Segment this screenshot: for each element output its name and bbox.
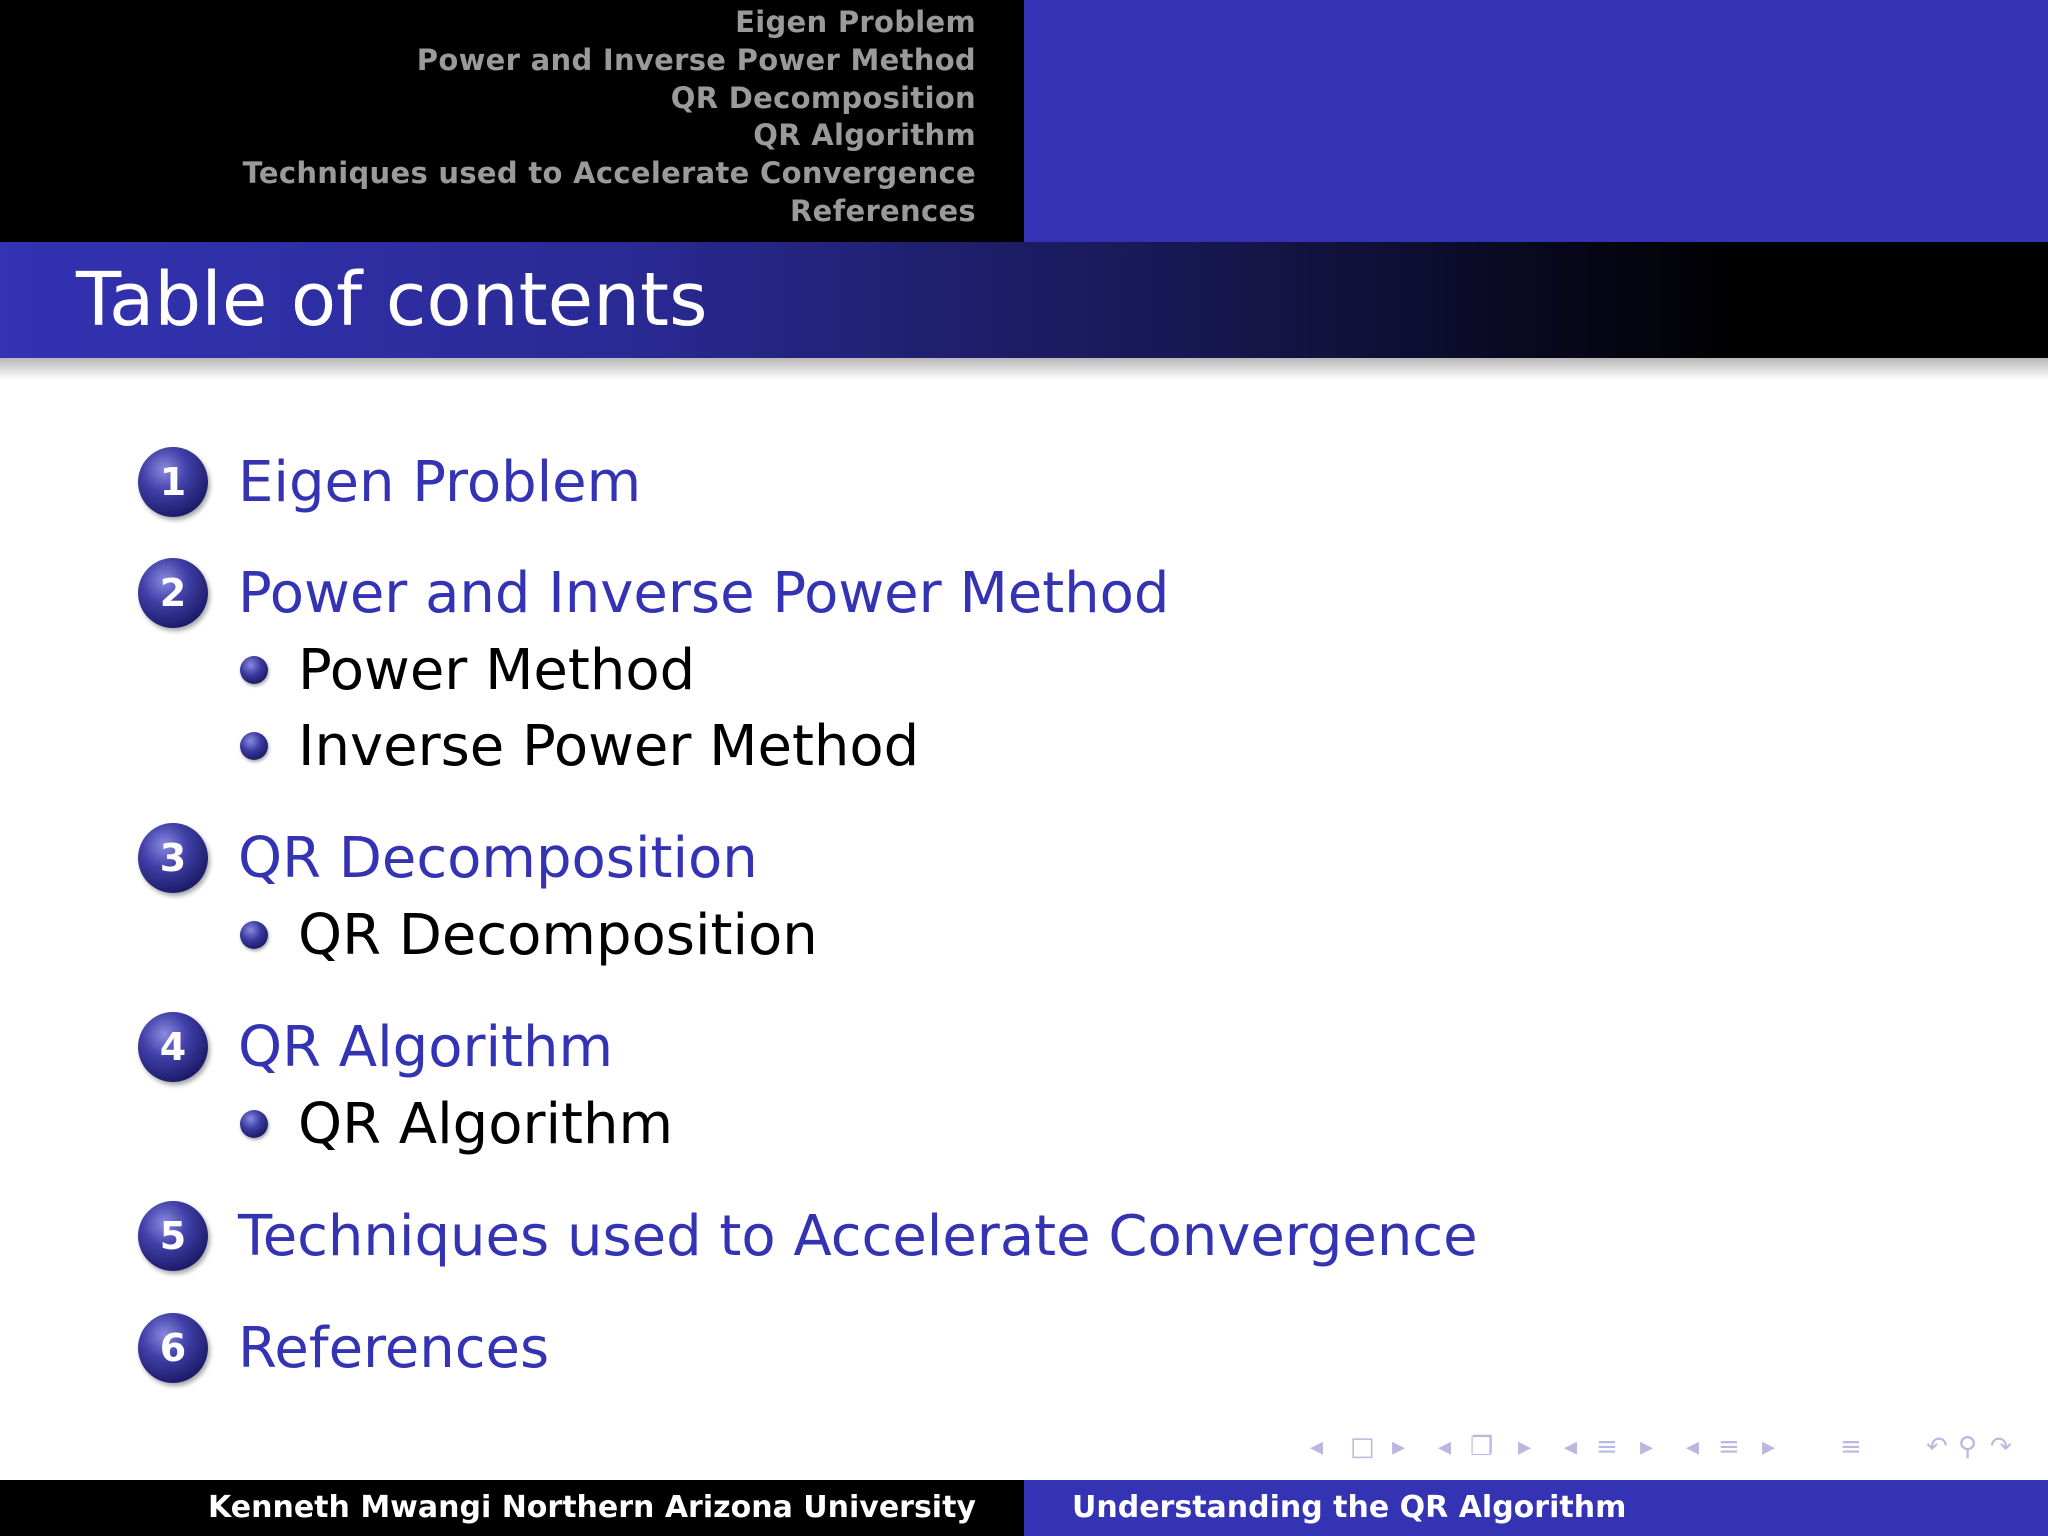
section-icon[interactable]: ≡: [1718, 1432, 1740, 1462]
section-number-badge: 1: [138, 447, 208, 517]
slide-icon[interactable]: □: [1350, 1432, 1375, 1462]
nav-section-power-method[interactable]: Power and Inverse Power Method: [416, 42, 976, 77]
navigation-symbols: [1310, 1432, 2030, 1468]
next-frame-icon[interactable]: ▸: [1518, 1432, 1532, 1462]
toc-section-label[interactable]: Techniques used to Accelerate Convergence: [238, 1203, 1478, 1269]
prev-frame-icon[interactable]: ◂: [1438, 1432, 1452, 1462]
subsection-icon[interactable]: ≡: [1596, 1432, 1618, 1462]
footer-title-panel: [1024, 1480, 2048, 1536]
toc-section-5[interactable]: [138, 1196, 1478, 1276]
back-icon[interactable]: ↶: [1926, 1432, 1948, 1462]
bullet-icon: [240, 732, 268, 760]
bullet-icon: [240, 921, 268, 949]
toc-section-1[interactable]: [138, 442, 641, 522]
title-shadow: [0, 358, 2048, 380]
toc-subsection[interactable]: [240, 635, 695, 705]
toc-section-label[interactable]: Power and Inverse Power Method: [238, 560, 1170, 626]
toc-subsection[interactable]: [240, 1089, 673, 1159]
search-icon[interactable]: ⚲: [1958, 1432, 1978, 1462]
toc-section-label[interactable]: References: [238, 1315, 550, 1381]
section-number-badge: 6: [138, 1313, 208, 1383]
header-subsection-panel: [1024, 0, 2048, 242]
section-number-badge: 5: [138, 1201, 208, 1271]
toc-subsection[interactable]: [240, 711, 919, 781]
header-section-panel: [0, 0, 1024, 242]
toc-section-label[interactable]: QR Decomposition: [238, 825, 758, 891]
footer-author-panel: [0, 1480, 1024, 1536]
bullet-icon: [240, 656, 268, 684]
nav-section-eigen-problem[interactable]: Eigen Problem: [735, 5, 976, 39]
section-number-badge: 2: [138, 558, 208, 628]
section-number-badge: 3: [138, 823, 208, 893]
forward-icon[interactable]: ↷: [1990, 1432, 2012, 1462]
next-section-icon[interactable]: ▸: [1762, 1432, 1776, 1462]
page-title: Table of contents: [76, 257, 708, 343]
bullet-icon: [240, 1110, 268, 1138]
prev-subsection-icon[interactable]: ◂: [1564, 1432, 1578, 1462]
footer-title: Understanding the QR Algorithm: [1072, 1490, 1627, 1525]
toc-section-4[interactable]: [138, 1007, 613, 1087]
toc-icon[interactable]: ≡: [1840, 1432, 1862, 1462]
toc-section-6[interactable]: [138, 1308, 549, 1388]
header-navigation: [0, 0, 2048, 242]
nav-section-qr-algorithm[interactable]: QR Algorithm: [753, 118, 976, 153]
nav-section-references[interactable]: References: [789, 193, 976, 228]
nav-section-accelerate-convergence[interactable]: Techniques used to Accelerate Convergence: [242, 156, 976, 191]
frame-title-bar: [0, 242, 2048, 358]
toc-subsection-label[interactable]: QR Algorithm: [298, 1091, 674, 1157]
prev-slide-icon[interactable]: ◂: [1310, 1432, 1324, 1462]
toc-subsection-label[interactable]: QR Decomposition: [298, 902, 818, 968]
toc-section-label[interactable]: Eigen Problem: [238, 449, 642, 515]
section-nav-list: [243, 4, 976, 231]
footer-author: Kenneth Mwangi Northern Arizona University: [208, 1490, 976, 1525]
next-subsection-icon[interactable]: ▸: [1640, 1432, 1654, 1462]
toc-section-3[interactable]: [138, 818, 758, 898]
nav-section-qr-decomposition[interactable]: QR Decomposition: [670, 80, 976, 115]
toc-subsection-label[interactable]: Power Method: [298, 637, 696, 703]
next-slide-icon[interactable]: ▸: [1392, 1432, 1406, 1462]
prev-section-icon[interactable]: ◂: [1686, 1432, 1700, 1462]
toc-subsection[interactable]: [240, 900, 818, 970]
section-number-badge: 4: [138, 1012, 208, 1082]
frame-icon[interactable]: ❐: [1470, 1432, 1494, 1462]
toc-section-2[interactable]: [138, 553, 1169, 633]
toc-section-label[interactable]: QR Algorithm: [238, 1014, 614, 1080]
toc-subsection-label[interactable]: Inverse Power Method: [298, 713, 920, 779]
